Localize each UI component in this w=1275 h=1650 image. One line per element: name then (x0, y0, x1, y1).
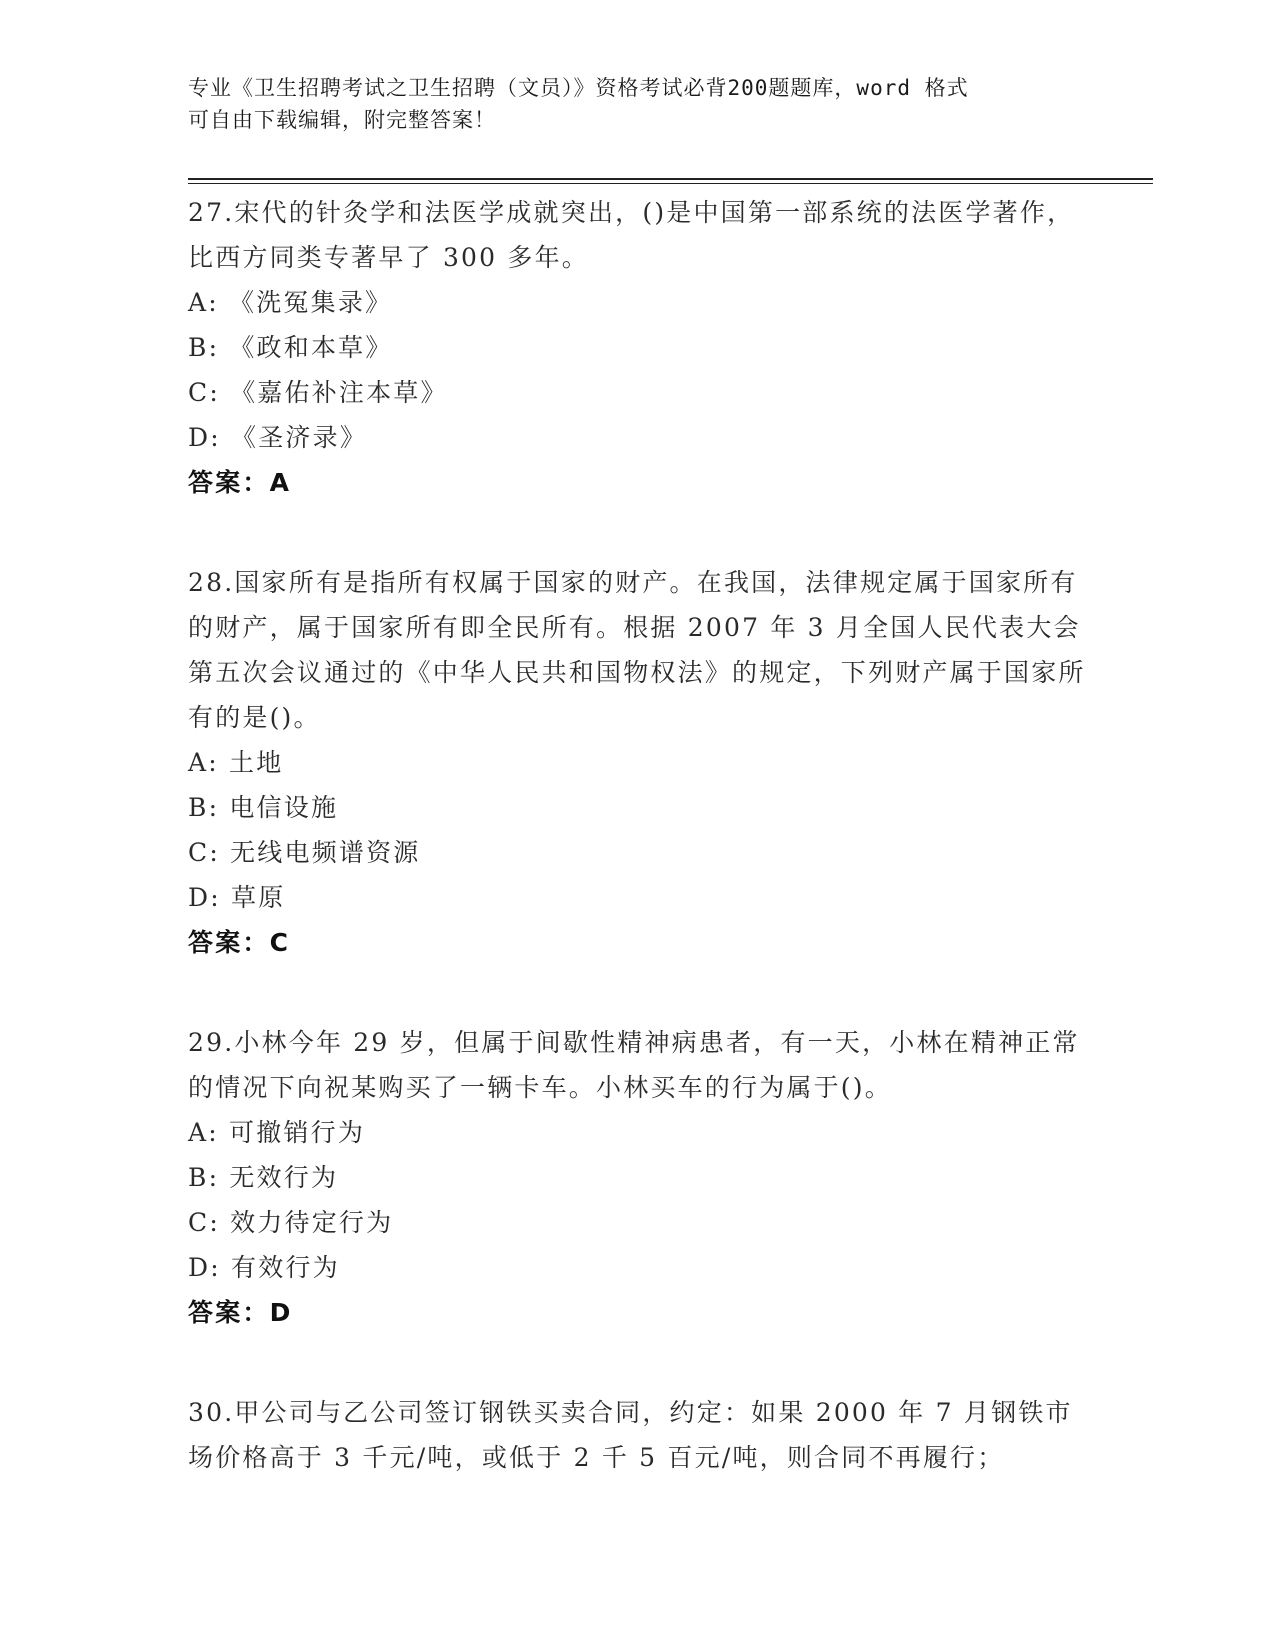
option-c: C: 效力待定行为 (188, 1208, 394, 1237)
header-divider-thin (188, 183, 1153, 184)
answer: 答案：D (188, 1298, 293, 1327)
header-line-2: 可自由下载编辑，附完整答案！ (188, 108, 496, 132)
option-a: A: 土地 (188, 748, 284, 777)
answer: 答案：C (188, 928, 291, 957)
question-text: 27.宋代的针灸学和法医学成就突出，()是中国第一部系统的法医学著作，比西方同类专著早了 300 多年。 (188, 198, 1075, 272)
question-list (188, 190, 1088, 1535)
option-b: B: 无效行为 (188, 1163, 339, 1192)
option-c: C: 无线电频谱资源 (188, 838, 421, 867)
document-header (188, 72, 1068, 136)
header-divider (188, 178, 1153, 180)
option-d: D: 《圣济录》 (188, 423, 368, 452)
question-27 (188, 190, 1088, 505)
option-d: D: 草原 (188, 883, 286, 912)
question-29 (188, 1020, 1088, 1335)
question-30 (188, 1390, 1088, 1480)
question-text: 28.国家所有是指所有权属于国家的财产。在我国，法律规定属于国家所有的财产，属于国家所有即全民所有。根据 2007 年 3 月全国人民代表大会第五次会议通过的《中华人民共和国物权法》的规定，下列财产属于国家所有的是()。 (188, 568, 1086, 732)
option-d: D: 有效行为 (188, 1253, 340, 1282)
option-b: B: 电信设施 (188, 793, 339, 822)
question-text: 29.小林今年 29 岁，但属于间歇性精神病患者，有一天，小林在精神正常的情况下向祝某购买了一辆卡车。小林买车的行为属于()。 (188, 1028, 1080, 1102)
option-b: B: 《政和本草》 (188, 333, 393, 362)
question-28 (188, 560, 1088, 965)
option-a: A: 《洗冤集录》 (188, 288, 393, 317)
option-a: A: 可撤销行为 (188, 1118, 366, 1147)
option-c: C: 《嘉佑补注本草》 (188, 378, 448, 407)
header-line-1: 专业《卫生招聘考试之卫生招聘（文员）》资格考试必背200题题库，word 格式 (188, 76, 969, 100)
question-text: 30.甲公司与乙公司签订钢铁买卖合同，约定：如果 2000 年 7 月钢铁市场价格高于 3 千元/吨，或低于 2 千 5 百元/吨，则合同不再履行； (188, 1398, 1073, 1472)
answer: 答案：A (188, 468, 292, 497)
